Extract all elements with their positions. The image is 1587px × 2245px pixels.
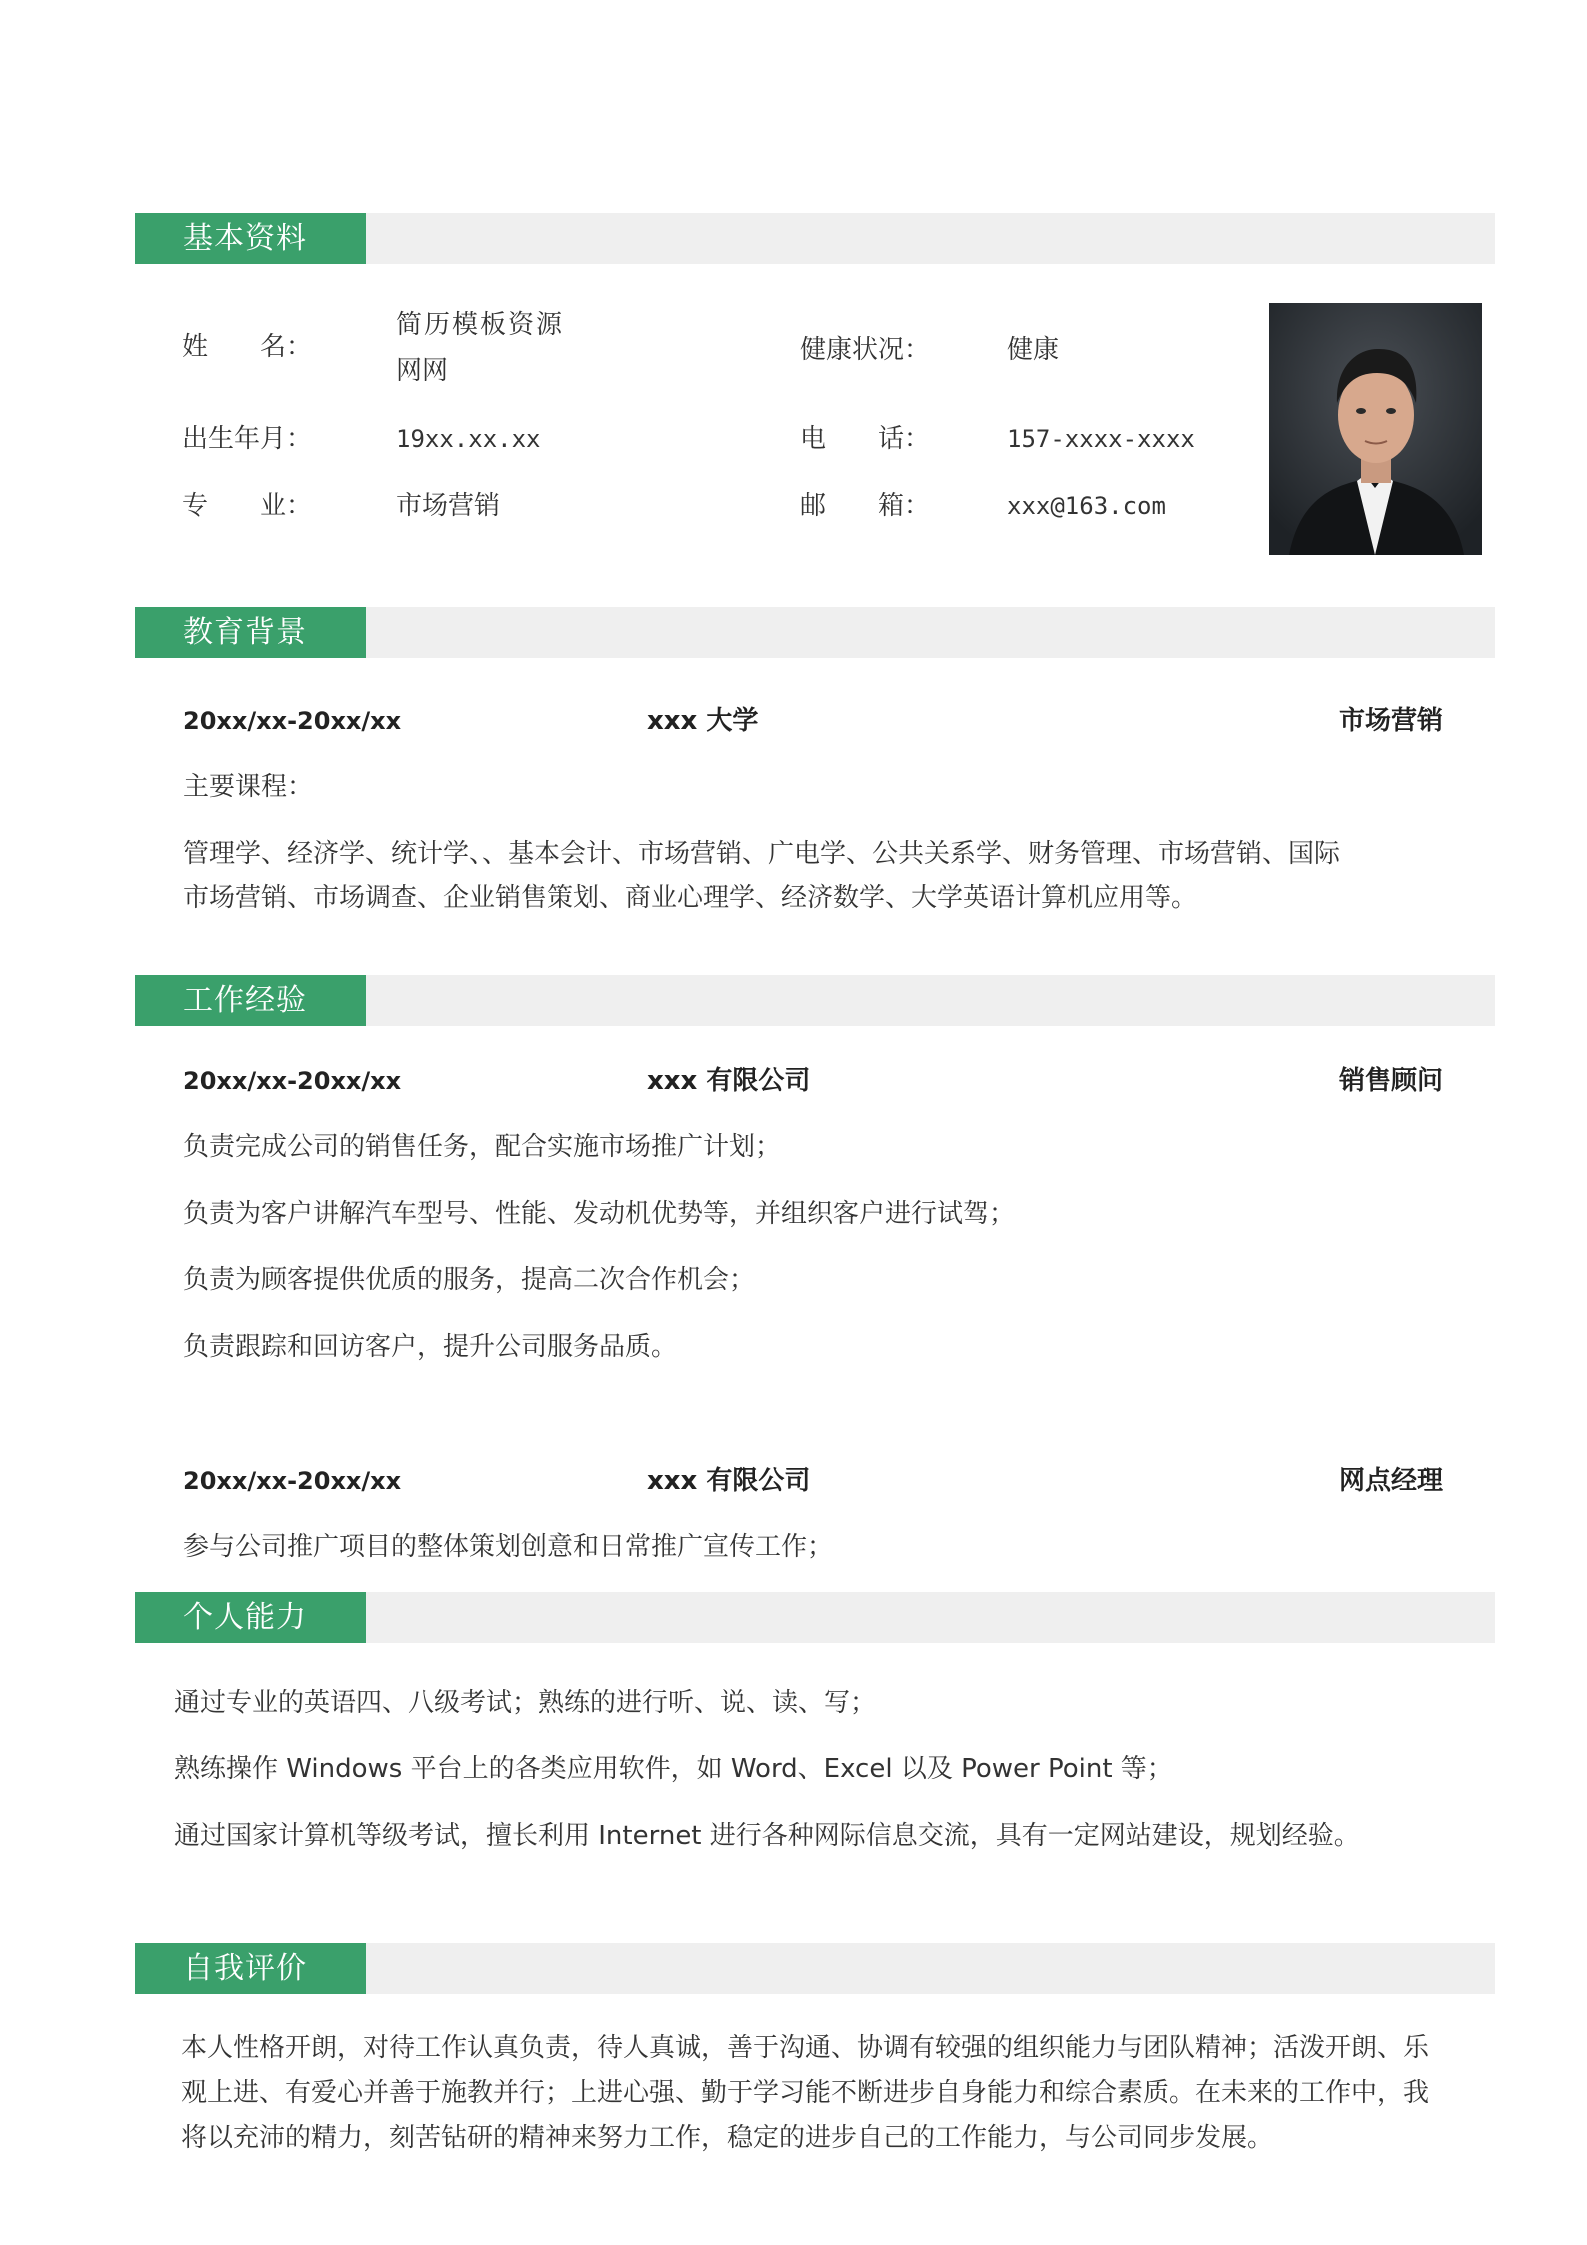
edu-courses-line1: 管理学、经济学、统计学、、基本会计、市场营销、广电学、公共关系学、财务管理、市场营销、国际 xyxy=(183,839,1341,869)
birth-label: 出生年月： xyxy=(182,424,313,454)
edu-major: 市场营销 xyxy=(1339,706,1444,736)
ability-item: 通过专业的英语四、八级考试；熟练的进行听、说、读、写； xyxy=(174,1688,877,1718)
name-label: 姓 名： xyxy=(182,332,313,362)
section-bar-basic xyxy=(135,213,1495,264)
email-value: xxx@163.com xyxy=(1007,492,1166,520)
job1-duty: 负责完成公司的销售任务，配合实施市场推广计划； xyxy=(183,1132,782,1162)
edu-date: 20xx/xx-20xx/xx xyxy=(183,707,402,735)
ability-item: 熟练操作 Windows 平台上的各类应用软件，如 Word、Excel 以及 Power Point 等； xyxy=(174,1754,1173,1784)
job2-date: 20xx/xx-20xx/xx xyxy=(183,1467,402,1495)
edu-courses-label: 主要课程： xyxy=(183,772,314,802)
section-bar-ability xyxy=(135,1592,1495,1643)
section-bar-work xyxy=(135,975,1495,1026)
job1-duty: 负责跟踪和回访客户，提升公司服务品质。 xyxy=(183,1332,678,1362)
job1-title: 销售顾问 xyxy=(1339,1066,1444,1096)
ability-item: 通过国家计算机等级考试，擅长利用 Internet 进行各种网际信息交流，具有一定网站建设，规划经验。 xyxy=(174,1821,1360,1851)
major-label: 专 业： xyxy=(182,491,313,521)
name-value-line1: 简历模板资源 xyxy=(396,310,565,340)
job2-duty: 参与公司推广项目的整体策划创意和日常推广宣传工作； xyxy=(183,1532,834,1562)
job1-duty: 负责为客户讲解汽车型号、性能、发动机优势等，并组织客户进行试驾； xyxy=(183,1199,1016,1229)
section-title-ability: 个人能力 xyxy=(135,1592,366,1643)
section-title-self: 自我评价 xyxy=(135,1943,366,1994)
section-title-basic: 基本资料 xyxy=(135,213,366,264)
name-value-line2: 网网 xyxy=(396,356,449,386)
phone-label: 电 话： xyxy=(800,424,931,454)
section-bar-education xyxy=(135,607,1495,658)
phone-value: 157-xxxx-xxxx xyxy=(1007,425,1195,453)
section-title-education: 教育背景 xyxy=(135,607,366,658)
self-evaluation: 本人性格开朗，对待工作认真负责，待人真诚，善于沟通、协调有较强的组织能力与团队精神；活泼开朗、乐观上进、有爱心并善于施教并行；上进心强、勤于学习能不断进步自身能力和综合素质。在未来的工作中，我将以充沛的精力，刻苦钻研的精神来努力工作，稳定的进步自己的工作能力，与公司同步发展。 xyxy=(181,2033,1430,2153)
edu-courses-line2: 市场营销、市场调查、企业销售策划、商业心理学、经济数学、大学英语计算机应用等。 xyxy=(183,883,1198,913)
profile-photo xyxy=(1269,303,1482,555)
job2-title: 网点经理 xyxy=(1339,1466,1444,1496)
job1-duty: 负责为顾客提供优质的服务，提高二次合作机会； xyxy=(183,1265,756,1295)
edu-school: xxx 大学 xyxy=(647,706,759,736)
major-value: 市场营销 xyxy=(396,491,501,521)
email-label: 邮 箱： xyxy=(800,491,931,521)
health-label: 健康状况： xyxy=(800,335,931,365)
health-value: 健康 xyxy=(1007,335,1060,365)
job1-company: xxx 有限公司 xyxy=(647,1066,811,1096)
job2-company: xxx 有限公司 xyxy=(647,1466,811,1496)
section-bar-self xyxy=(135,1943,1495,1994)
job1-date: 20xx/xx-20xx/xx xyxy=(183,1067,402,1095)
birth-value: 19xx.xx.xx xyxy=(396,425,541,453)
section-title-work: 工作经验 xyxy=(135,975,366,1026)
